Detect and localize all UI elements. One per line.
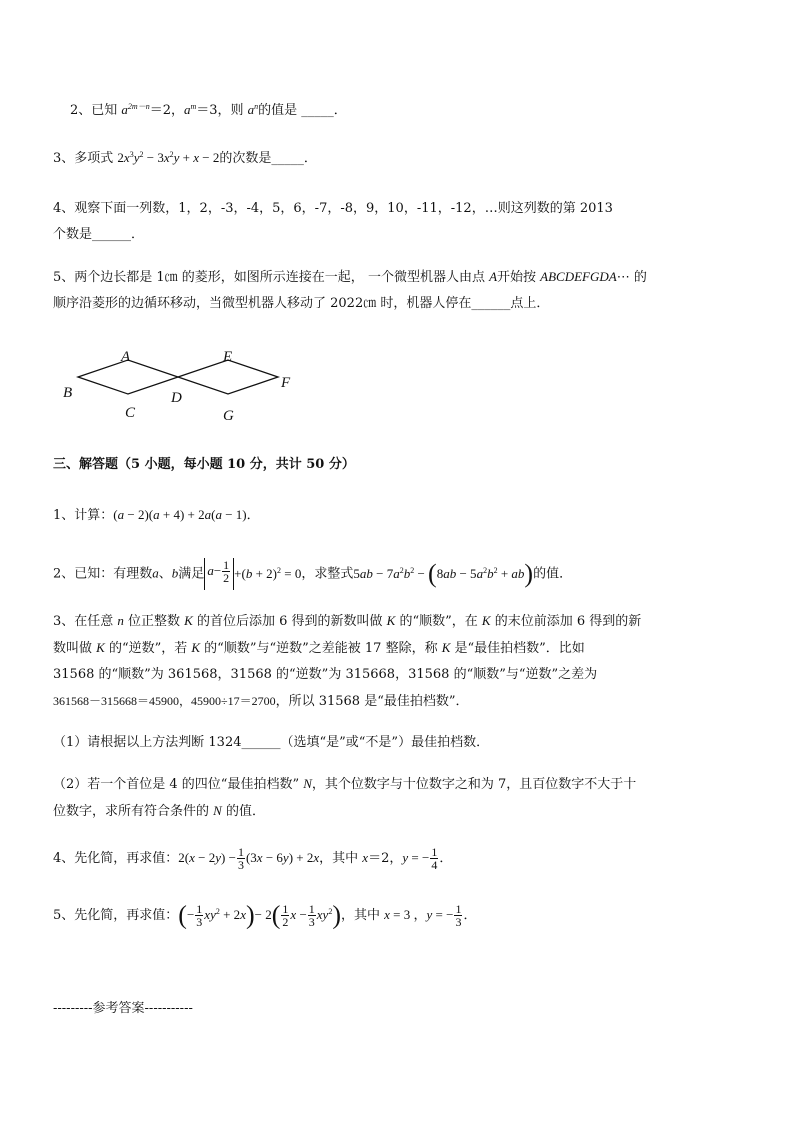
left-rhombus	[78, 360, 178, 394]
section-3-heading: 三、解答题（5 小题，每小题 10 分，共计 50 分）	[53, 457, 355, 472]
label-B: B	[63, 385, 73, 401]
label-G: G	[223, 408, 234, 424]
solve-question-4: 4、先化简，再求值：2(x − 2y) − $\frac{1}{3}$ (3x − 6y) + 2x，其中 x＝2，y = − $\frac{1}{4}$ ．	[53, 845, 453, 872]
question-3-fill: 3、多项式 $2x^3y^2 - 3x^2y + x - 2$的次数是_____．	[53, 150, 317, 166]
answer-divider: ---------参考答案-----------	[53, 1001, 193, 1016]
label-E: E	[223, 349, 233, 365]
solve-question-5: 5、先化简，再求值：(− $\frac{1}{3}$ $xy^2 + 2x)- 2$( $\frac{1}{2}$ x − $\frac{1}{3}$ $xy^2$)，其中 x = 3 ，y = − $\frac{1}{3}$ ．	[53, 900, 477, 930]
label-F: F	[281, 375, 291, 391]
solve-question-3: 3、在任意 n 位正整数 K 的首位后添加 6 得到的新数叫做 K 的“顺数”，在 K 的末位前添加 6 得到的新 数叫做 K 的“逆数”，若 K 的“顺数”与“逆数”之差能被 17 整除，称 K 是“最佳拍档数”．比如 31568 的“顺数”为 361568，31568 的“逆数”为 315668，31568 的“顺数”与“逆数”之差为 361568－315668＝45900，45900÷17＝2700，所以 31568 是“最佳拍档数”．	[53, 613, 642, 709]
question-5-fill: 5、两个边长都是 1㎝ 的菱形，如图所示连接在一起， 一个微型机器人由点 A开始按 ABCDEFGDA⋯ 的 顺序沿菱形的边循环移动，当微型机器人移动了 2022㎝ 时，机器人停在______点上．	[53, 269, 647, 311]
question-4-fill: 4、观察下面一列数，1，2，-3，-4，5，6，-7，-8，9，10，-11，-12，…则这列数的第 2013 个数是______．	[53, 201, 613, 242]
solve-question-3-part-2: （2）若一个首位是 4 的四位“最佳拍档数” N，其个位数字与十位数字之和为 7，且百位数字不大于十 位数字，求所有符合条件的 N 的值．	[53, 776, 637, 819]
solve-question-1: 1、计算：(a − 2)(a + 4) + 2a(a − 1)．	[53, 507, 260, 523]
solve-question-3-part-1: （1）请根据以上方法判断 1324______（选填“是”或“不是”）最佳拍档数．	[53, 735, 490, 750]
solve-question-2: 2、已知：有理数a、b满足 a− $\frac{1}{2}$ $+(b + 2)^2 = 0$，求整式$5ab - 7a^2b^2 - (8ab - 5a^2b^2 + ab)$的值．	[53, 557, 573, 588]
label-D: D	[171, 390, 182, 406]
label-C: C	[125, 405, 136, 421]
label-A: A	[121, 349, 131, 365]
right-rhombus	[178, 360, 278, 394]
question-2-fill: 2、已知 $a^{2m-n}=2$，$a^m=3$，则 $a^n$的值是 _____．	[70, 102, 347, 118]
rhombus-figure	[53, 340, 303, 430]
